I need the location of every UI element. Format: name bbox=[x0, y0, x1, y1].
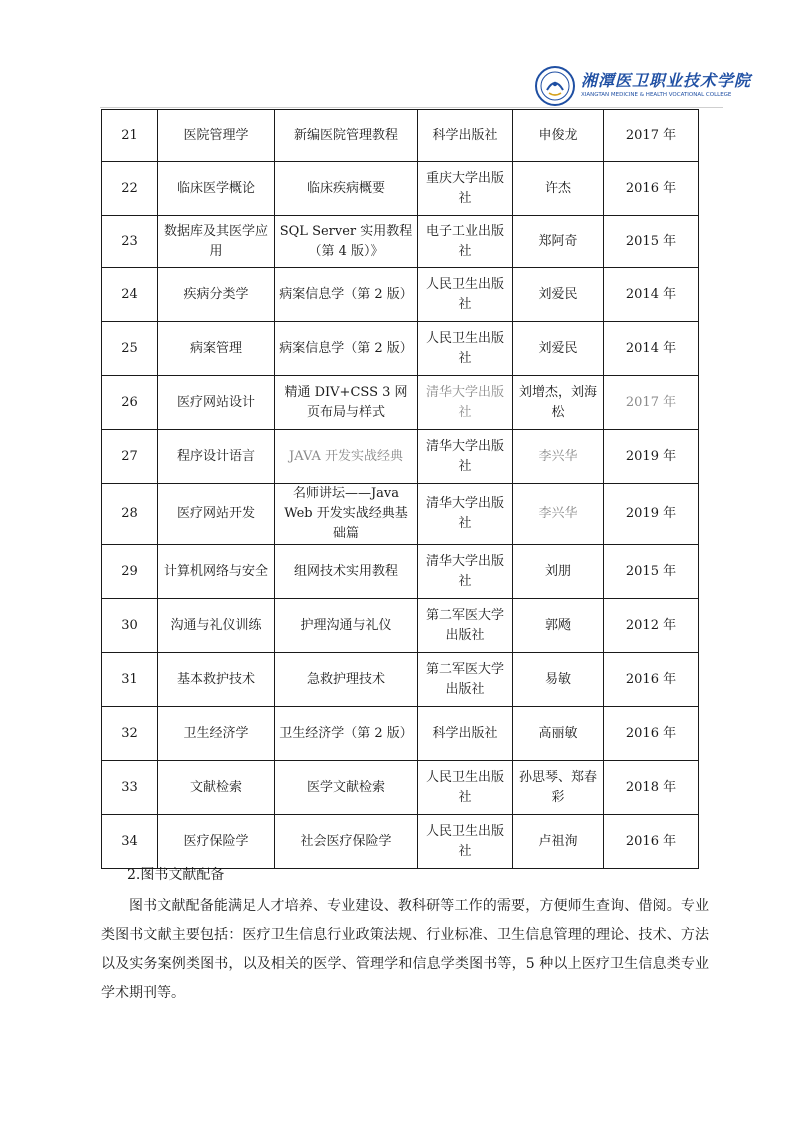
publish-year-cell: 2015 年 bbox=[604, 545, 699, 599]
row-number-cell: 32 bbox=[102, 707, 158, 761]
textbook-title-cell: 精通 DIV+CSS 3 网页布局与样式 bbox=[275, 376, 418, 430]
publish-year-cell: 2017 年 bbox=[604, 110, 699, 162]
table-row bbox=[102, 484, 699, 545]
textbook-title-cell: 社会医疗保险学 bbox=[275, 815, 418, 869]
textbook-title-cell: 组网技术实用教程 bbox=[275, 545, 418, 599]
author-cell: 高丽敏 bbox=[513, 707, 604, 761]
publisher-cell: 清华大学出版社 bbox=[418, 430, 513, 484]
textbook-title-cell: 急救护理技术 bbox=[275, 653, 418, 707]
course-name-cell: 医疗保险学 bbox=[158, 815, 275, 869]
course-name-cell: 数据库及其医学应用 bbox=[158, 216, 275, 268]
author-cell: 刘朋 bbox=[513, 545, 604, 599]
author-cell: 易敏 bbox=[513, 653, 604, 707]
college-emblem-icon bbox=[535, 66, 575, 106]
table-row bbox=[102, 376, 699, 430]
publisher-cell: 科学出版社 bbox=[418, 707, 513, 761]
author-cell: 刘爱民 bbox=[513, 322, 604, 376]
row-number-cell: 22 bbox=[102, 162, 158, 216]
publish-year-cell: 2016 年 bbox=[604, 707, 699, 761]
publish-year-cell: 2015 年 bbox=[604, 216, 699, 268]
author-cell: 李兴华 bbox=[513, 484, 604, 545]
author-cell: 申俊龙 bbox=[513, 110, 604, 162]
course-name-cell: 沟通与礼仪训练 bbox=[158, 599, 275, 653]
author-cell: 刘爱民 bbox=[513, 268, 604, 322]
author-cell: 李兴华 bbox=[513, 430, 604, 484]
row-number-cell: 33 bbox=[102, 761, 158, 815]
logo-english-name: XIANGTAN MEDICINE & HEALTH VOCATIONAL COLLEGE bbox=[581, 92, 732, 99]
textbook-table-body bbox=[102, 110, 699, 869]
textbook-title-cell: 护理沟通与礼仪 bbox=[275, 599, 418, 653]
publisher-cell: 清华大学出版社 bbox=[418, 376, 513, 430]
table-row bbox=[102, 599, 699, 653]
course-name-cell: 临床医学概论 bbox=[158, 162, 275, 216]
publish-year-cell: 2016 年 bbox=[604, 653, 699, 707]
table-row bbox=[102, 653, 699, 707]
row-number-cell: 28 bbox=[102, 484, 158, 545]
author-cell: 郑阿奇 bbox=[513, 216, 604, 268]
row-number-cell: 21 bbox=[102, 110, 158, 162]
publish-year-cell: 2016 年 bbox=[604, 162, 699, 216]
textbook-title-cell: 卫生经济学（第 2 版） bbox=[275, 707, 418, 761]
author-cell: 刘增杰，刘海松 bbox=[513, 376, 604, 430]
row-number-cell: 26 bbox=[102, 376, 158, 430]
textbook-title-cell: 名师讲坛——Java Web 开发实战经典基础篇 bbox=[275, 484, 418, 545]
textbook-title-cell: SQL Server 实用教程（第 4 版）》 bbox=[275, 216, 418, 268]
textbook-title-cell: 医学文献检索 bbox=[275, 761, 418, 815]
publisher-cell: 电子工业出版社 bbox=[418, 216, 513, 268]
textbook-title-cell: 病案信息学（第 2 版） bbox=[275, 268, 418, 322]
table-row bbox=[102, 162, 699, 216]
course-name-cell: 医疗网站开发 bbox=[158, 484, 275, 545]
publisher-cell: 人民卫生出版社 bbox=[418, 815, 513, 869]
publisher-cell: 人民卫生出版社 bbox=[418, 322, 513, 376]
course-name-cell: 病案管理 bbox=[158, 322, 275, 376]
table-row bbox=[102, 110, 699, 162]
author-cell: 许杰 bbox=[513, 162, 604, 216]
row-number-cell: 27 bbox=[102, 430, 158, 484]
row-number-cell: 25 bbox=[102, 322, 158, 376]
table-row bbox=[102, 322, 699, 376]
publisher-cell: 人民卫生出版社 bbox=[418, 761, 513, 815]
row-number-cell: 23 bbox=[102, 216, 158, 268]
row-number-cell: 34 bbox=[102, 815, 158, 869]
textbook-title-cell: 新编医院管理教程 bbox=[275, 110, 418, 162]
publisher-cell: 重庆大学出版社 bbox=[418, 162, 513, 216]
publish-year-cell: 2018 年 bbox=[604, 761, 699, 815]
publish-year-cell: 2016 年 bbox=[604, 815, 699, 869]
table-row bbox=[102, 815, 699, 869]
textbook-title-cell: 临床疾病概要 bbox=[275, 162, 418, 216]
course-name-cell: 卫生经济学 bbox=[158, 707, 275, 761]
section-title: 2.图书文献配备 bbox=[127, 867, 225, 883]
table-row bbox=[102, 268, 699, 322]
course-name-cell: 计算机网络与安全 bbox=[158, 545, 275, 599]
row-number-cell: 30 bbox=[102, 599, 158, 653]
textbook-title-cell: JAVA 开发实战经典 bbox=[275, 430, 418, 484]
publish-year-cell: 2019 年 bbox=[604, 484, 699, 545]
publisher-cell: 清华大学出版社 bbox=[418, 484, 513, 545]
row-number-cell: 31 bbox=[102, 653, 158, 707]
course-name-cell: 疾病分类学 bbox=[158, 268, 275, 322]
publisher-cell: 科学出版社 bbox=[418, 110, 513, 162]
publisher-cell: 清华大学出版社 bbox=[418, 545, 513, 599]
author-cell: 孙思琴、郑春彩 bbox=[513, 761, 604, 815]
publisher-cell: 第二军医大学出版社 bbox=[418, 599, 513, 653]
course-name-cell: 医院管理学 bbox=[158, 110, 275, 162]
course-name-cell: 文献检索 bbox=[158, 761, 275, 815]
table-row bbox=[102, 430, 699, 484]
publish-year-cell: 2012 年 bbox=[604, 599, 699, 653]
table-row bbox=[102, 707, 699, 761]
logo-chinese-name: 湘潭医卫职业技术学院 bbox=[581, 71, 752, 91]
author-cell: 卢祖洵 bbox=[513, 815, 604, 869]
publisher-cell: 第二军医大学出版社 bbox=[418, 653, 513, 707]
table-row bbox=[102, 545, 699, 599]
publish-year-cell: 2014 年 bbox=[604, 322, 699, 376]
row-number-cell: 29 bbox=[102, 545, 158, 599]
section-body: 图书文献配备能满足人才培养、专业建设、教科研等工作的需要，方便师生查询、借阅。专业类图书文献主要包括：医疗卫生信息行业政策法规、行业标准、卫生信息管理的理论、技术、方法以及实务案例类图书，以及相关的医学、管理学和信息学类图书等，5 种以上医疗卫生信息类专业学术期刊等。 bbox=[101, 898, 709, 1001]
textbook-title-cell: 病案信息学（第 2 版） bbox=[275, 322, 418, 376]
table-row bbox=[102, 761, 699, 815]
publisher-cell: 人民卫生出版社 bbox=[418, 268, 513, 322]
publish-year-cell: 2017 年 bbox=[604, 376, 699, 430]
course-name-cell: 医疗网站设计 bbox=[158, 376, 275, 430]
row-number-cell: 24 bbox=[102, 268, 158, 322]
author-cell: 郭飏 bbox=[513, 599, 604, 653]
textbook-table bbox=[101, 109, 699, 869]
publish-year-cell: 2019 年 bbox=[604, 430, 699, 484]
table-row bbox=[102, 216, 699, 268]
publish-year-cell: 2014 年 bbox=[604, 268, 699, 322]
course-name-cell: 基本救护技术 bbox=[158, 653, 275, 707]
course-name-cell: 程序设计语言 bbox=[158, 430, 275, 484]
college-logo bbox=[535, 64, 752, 108]
